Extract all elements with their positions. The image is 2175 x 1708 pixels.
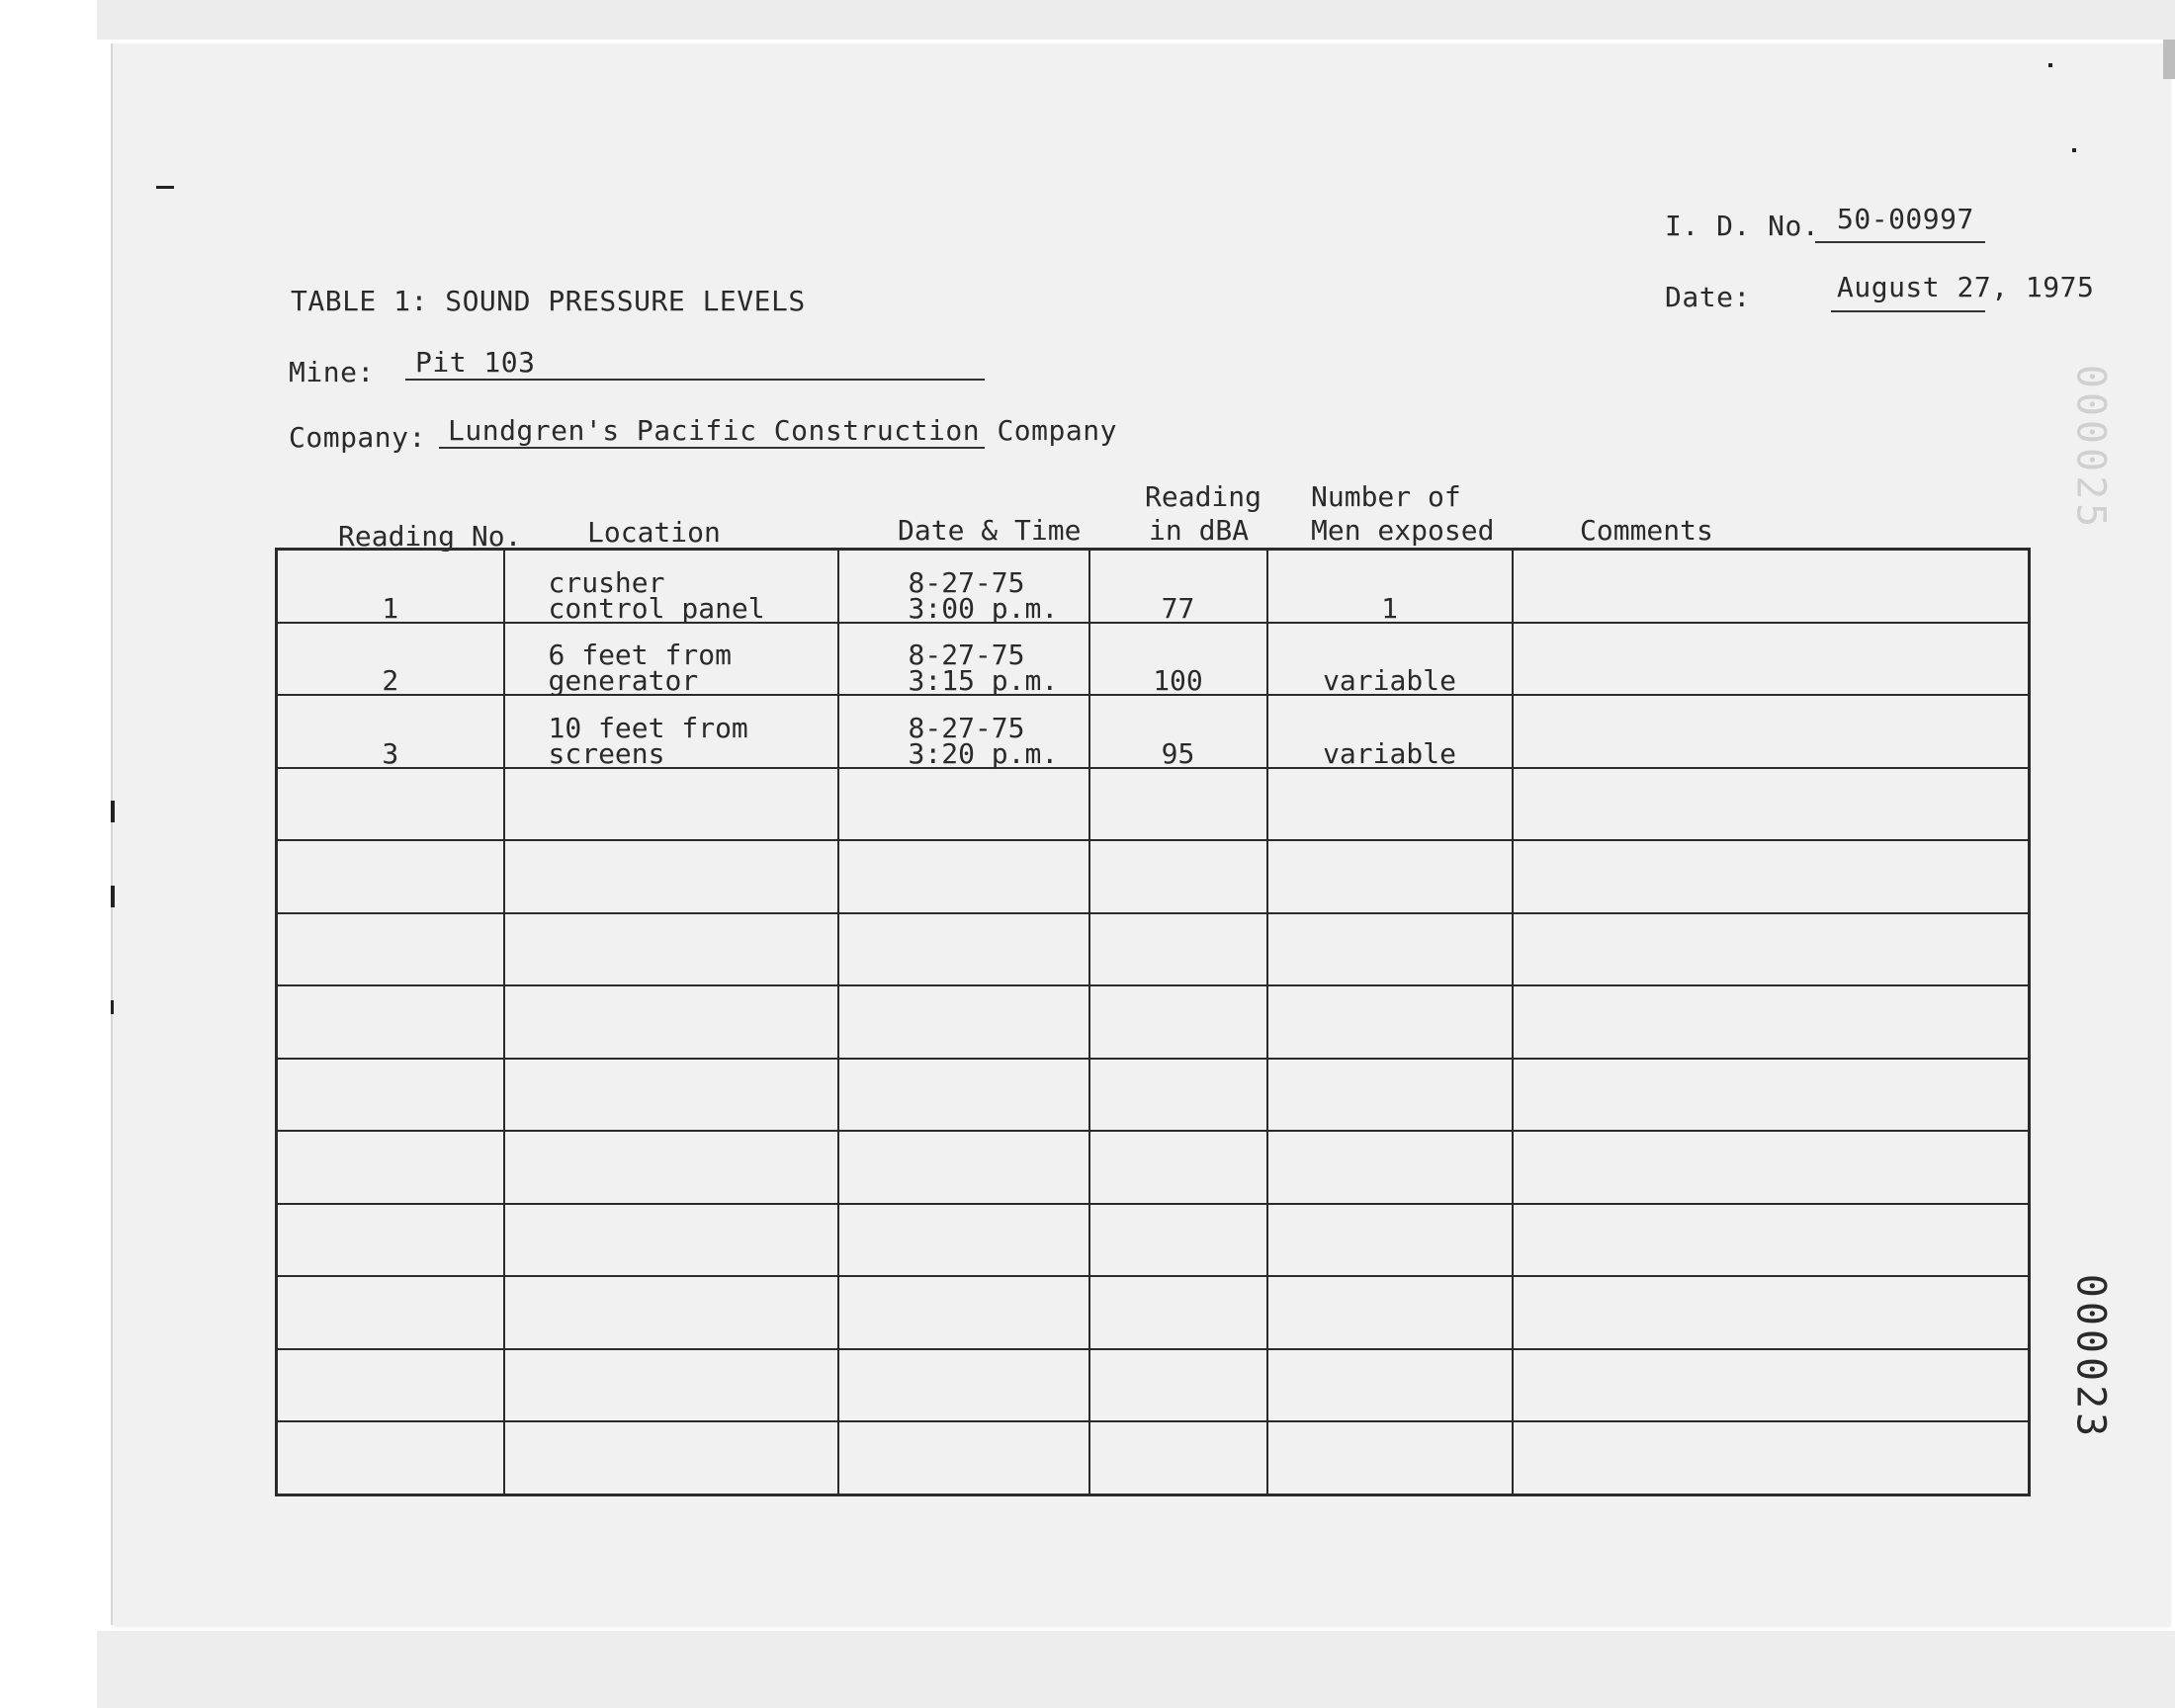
scan-speck	[111, 801, 115, 822]
id-number-value: 50-00997	[1837, 203, 1974, 235]
company-value: Lundgren's Pacific Construction Company	[448, 414, 1117, 447]
date-value: August 27, 1975	[1837, 271, 2095, 303]
col-header-comments: Comments	[1580, 514, 1713, 547]
empty-table-row	[277, 913, 2030, 986]
col-header-men-exposed-line1: Number of	[1311, 480, 1461, 513]
comments-cell	[1513, 695, 2030, 768]
men-exposed-cell: variable	[1267, 695, 1513, 768]
scan-speck	[111, 1000, 114, 1014]
empty-table-row	[277, 840, 2030, 913]
empty-table-row	[277, 1421, 2030, 1494]
company-underline	[439, 447, 985, 449]
date-time-cell: 8-27-75 3:15 p.m.	[838, 623, 1089, 696]
table-row	[277, 550, 2030, 623]
location-cell: 10 feet from screens	[504, 695, 838, 768]
reading-no-cell: 2	[277, 623, 504, 696]
scan-speck	[111, 886, 115, 907]
scan-margin-left	[0, 0, 97, 1708]
mine-value: Pit 103	[415, 346, 536, 379]
col-header-reading-dba-line2: in dBA	[1149, 514, 1250, 547]
col-header-reading-dba-line1: Reading	[1145, 480, 1262, 513]
col-header-date-time: Date & Time	[898, 514, 1082, 547]
location-cell: 6 feet from generator	[504, 623, 838, 696]
col-header-reading-no: Reading No.	[338, 520, 522, 553]
faint-page-number-stamp: 000025	[2067, 364, 2114, 532]
sound-levels-table	[275, 548, 2031, 1496]
id-number-underline	[1815, 241, 1985, 243]
reading-no-cell: 3	[277, 695, 504, 768]
empty-table-row	[277, 1131, 2030, 1204]
mine-underline	[405, 379, 985, 381]
dba-cell: 95	[1089, 695, 1267, 768]
col-header-location: Location	[587, 516, 721, 549]
table-row	[277, 695, 2030, 768]
mine-label: Mine:	[289, 356, 375, 388]
date-label: Date:	[1665, 281, 1751, 313]
scan-speck	[156, 186, 174, 189]
empty-table-row	[277, 768, 2030, 841]
comments-cell	[1513, 623, 2030, 696]
date-underline	[1831, 310, 1985, 312]
date-time-cell: 8-27-75 3:00 p.m.	[838, 550, 1089, 623]
reading-no-cell: 1	[277, 550, 504, 623]
table-row	[277, 623, 2030, 696]
men-exposed-cell: variable	[1267, 623, 1513, 696]
date-time-cell: 8-27-75 3:20 p.m.	[838, 695, 1089, 768]
page-number-stamp: 000023	[2067, 1273, 2114, 1441]
men-exposed-cell: 1	[1267, 550, 1513, 623]
page-corner-shadow	[2163, 40, 2175, 79]
empty-table-row	[277, 1059, 2030, 1132]
dba-cell: 77	[1089, 550, 1267, 623]
col-header-men-exposed-line2: Men exposed	[1311, 514, 1495, 547]
scan-speck	[2072, 148, 2076, 152]
empty-table-row	[277, 1349, 2030, 1422]
id-number-label: I. D. No.	[1665, 210, 1820, 242]
empty-table-row	[277, 985, 2030, 1059]
empty-table-row	[277, 1276, 2030, 1349]
company-label: Company:	[289, 421, 426, 454]
scan-margin-top	[97, 0, 2175, 40]
comments-cell	[1513, 550, 2030, 623]
location-cell: crusher control panel	[504, 550, 838, 623]
dba-cell: 100	[1089, 623, 1267, 696]
scan-margin-bottom	[97, 1631, 2175, 1708]
empty-table-row	[277, 1204, 2030, 1277]
scan-speck	[2048, 63, 2052, 67]
table-title: TABLE 1: SOUND PRESSURE LEVELS	[291, 285, 806, 317]
